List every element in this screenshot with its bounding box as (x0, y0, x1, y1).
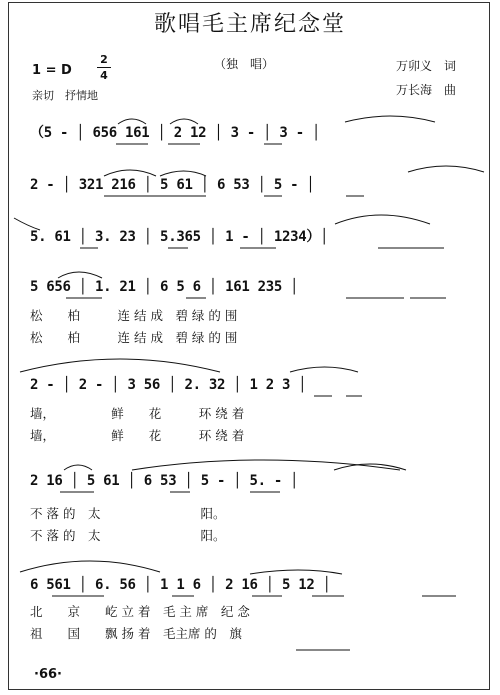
lyricist-credit: 万卯义 词 (396, 59, 457, 73)
lyric-line-4b: 松 柏 连 结 成 碧 绿 的 围 (30, 330, 238, 345)
meter-bottom: 4 (100, 69, 108, 82)
song-title: 歌唱毛主席纪念堂 (153, 12, 346, 37)
notation-line-7: 6 561 │ 6. 56 │ 1 1 6 │ 2 16 │ 5 12 │ (30, 577, 331, 593)
lyric-line-7a: 北 京 屹 立 着 毛 主 席 纪 念 (30, 604, 250, 619)
lyric-line-5b: 墙， 鲜 花 环 绕 着 (30, 428, 245, 443)
notation-line-4: 5 656 │ 1. 21 │ 6 5 6 │ 161 235 │ (30, 279, 299, 295)
lyric-line-5a: 墙， 鲜 花 环 绕 着 (30, 406, 245, 421)
tempo-marking: 亲切 抒情地 (32, 89, 98, 102)
notation-line-6: 2 16 │ 5 61 │ 6 53 │ 5 - │ 5. - │ (30, 473, 299, 489)
page-number: ·66· (34, 667, 62, 682)
composer-credit: 万长海 曲 (396, 83, 457, 97)
lyric-line-6a: 不 落 的 太 阳。 (30, 506, 226, 521)
notation-line-1: （5 - │ 656 161 │ 2 12 │ 3 - │ 3 - │ (30, 125, 321, 141)
performance-type: （独 唱） (214, 57, 275, 71)
lyric-line-7b: 祖 国 飘 扬 着 毛主席 的 旗 (30, 626, 242, 641)
key-signature: 1 = D (32, 63, 72, 78)
lyric-line-6b: 不 落 的 太 阳。 (30, 528, 226, 543)
notation-line-5: 2 - │ 2 - │ 3 56 │ 2. 32 │ 1 2 3 │ (30, 377, 307, 393)
lyric-line-4a: 松 柏 连 结 成 碧 绿 的 围 (30, 308, 238, 323)
notation-line-2: 2 - │ 321 216 │ 5 61 │ 6 53 │ 5 - │ (30, 177, 315, 193)
notation-line-3: 5. 61 │ 3. 23 │ 5.365 │ 1 - │ 1234）│ (30, 229, 329, 245)
meter-top: 2 (100, 53, 108, 66)
